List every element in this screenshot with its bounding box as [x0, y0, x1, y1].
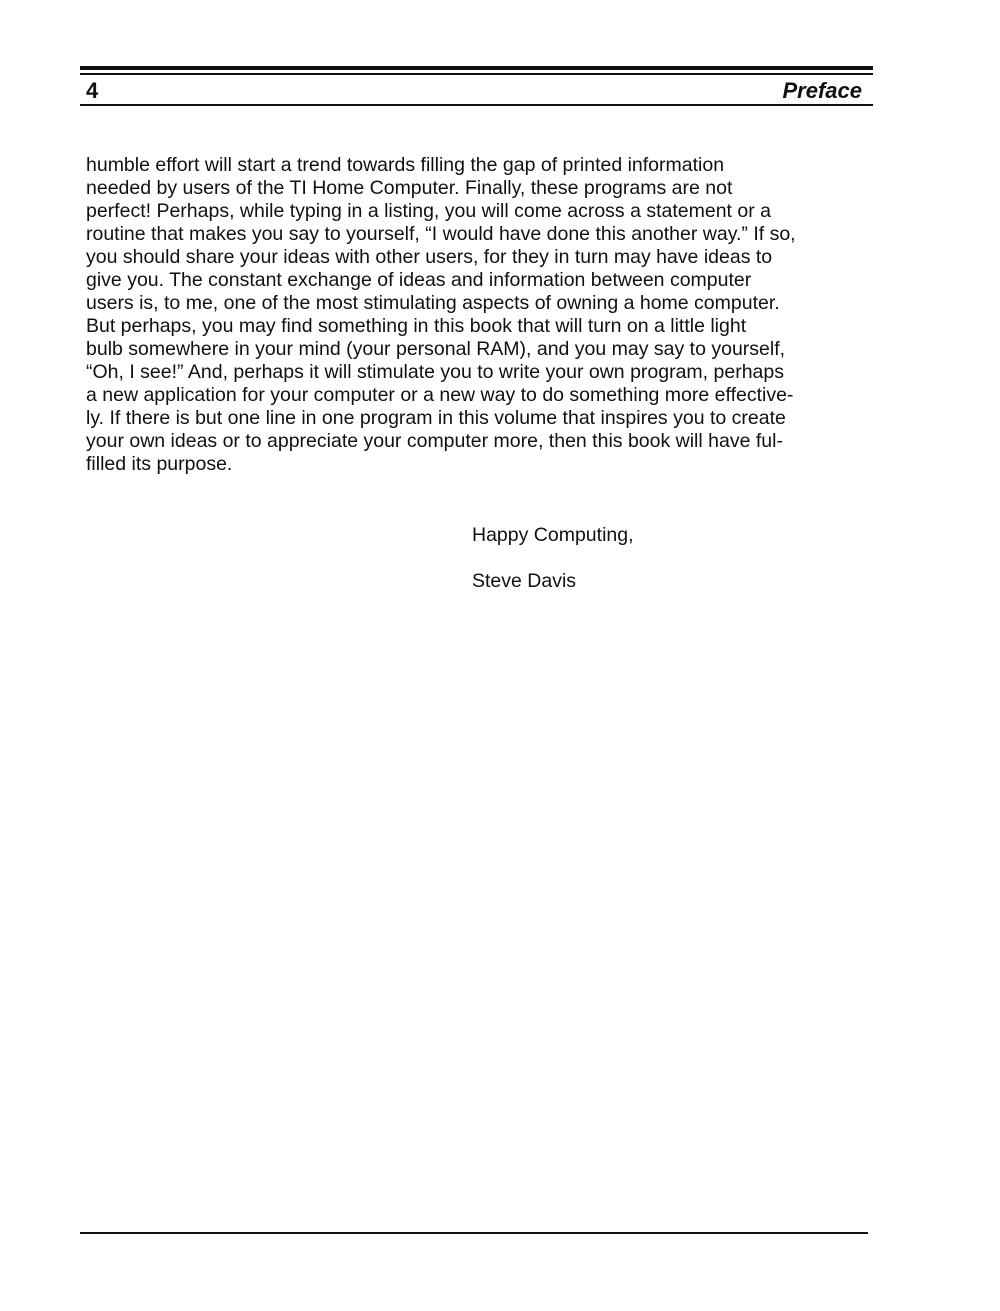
paragraph-line: perfect! Perhaps, while typing in a listing, you will come across a statement or a — [86, 200, 771, 222]
paragraph-line: your own ideas or to appreciate your computer more, then this book will have ful- — [86, 430, 783, 452]
paragraph-line: a new application for your computer or a new way to do something more effective- — [86, 384, 794, 406]
paragraph-line: bulb somewhere in your mind (your personal RAM), and you may say to yourself, — [86, 338, 786, 360]
body-paragraph — [86, 154, 876, 476]
paragraph-line: But perhaps, you may find something in this book that will turn on a little light — [86, 315, 747, 337]
running-head — [86, 78, 862, 104]
paragraph-line: routine that makes you say to yourself, “I would have done this another way.” If so, — [86, 223, 796, 245]
paragraph-line: users is, to me, one of the most stimulating aspects of owning a home computer. — [86, 292, 780, 314]
paragraph-line: give you. The constant exchange of ideas and information between computer — [86, 269, 752, 291]
paragraph-line: filled its purpose. — [86, 453, 233, 475]
header-rule-thick — [80, 66, 873, 70]
paragraph-line: humble effort will start a trend towards filling the gap of printed information — [86, 154, 725, 176]
paragraph-line: you should share your ideas with other users, for they in turn may have ideas to — [86, 246, 773, 268]
section-title: Preface — [782, 78, 862, 103]
closing-salutation: Happy Computing, — [472, 524, 634, 546]
author-signature: Steve Davis — [472, 570, 577, 592]
closing-block — [472, 524, 634, 593]
header-rule-thin — [80, 73, 873, 75]
header-underline — [80, 104, 873, 106]
footer-rule — [80, 1232, 868, 1234]
paragraph-line: ly. If there is but one line in one program in this volume that inspires you to create — [86, 407, 786, 429]
paragraph-line: “Oh, I see!” And, perhaps it will stimulate you to write your own program, perhaps — [86, 361, 784, 383]
paragraph-line: needed by users of the TI Home Computer. Finally, these programs are not — [86, 177, 733, 199]
page-number: 4 — [86, 78, 99, 103]
